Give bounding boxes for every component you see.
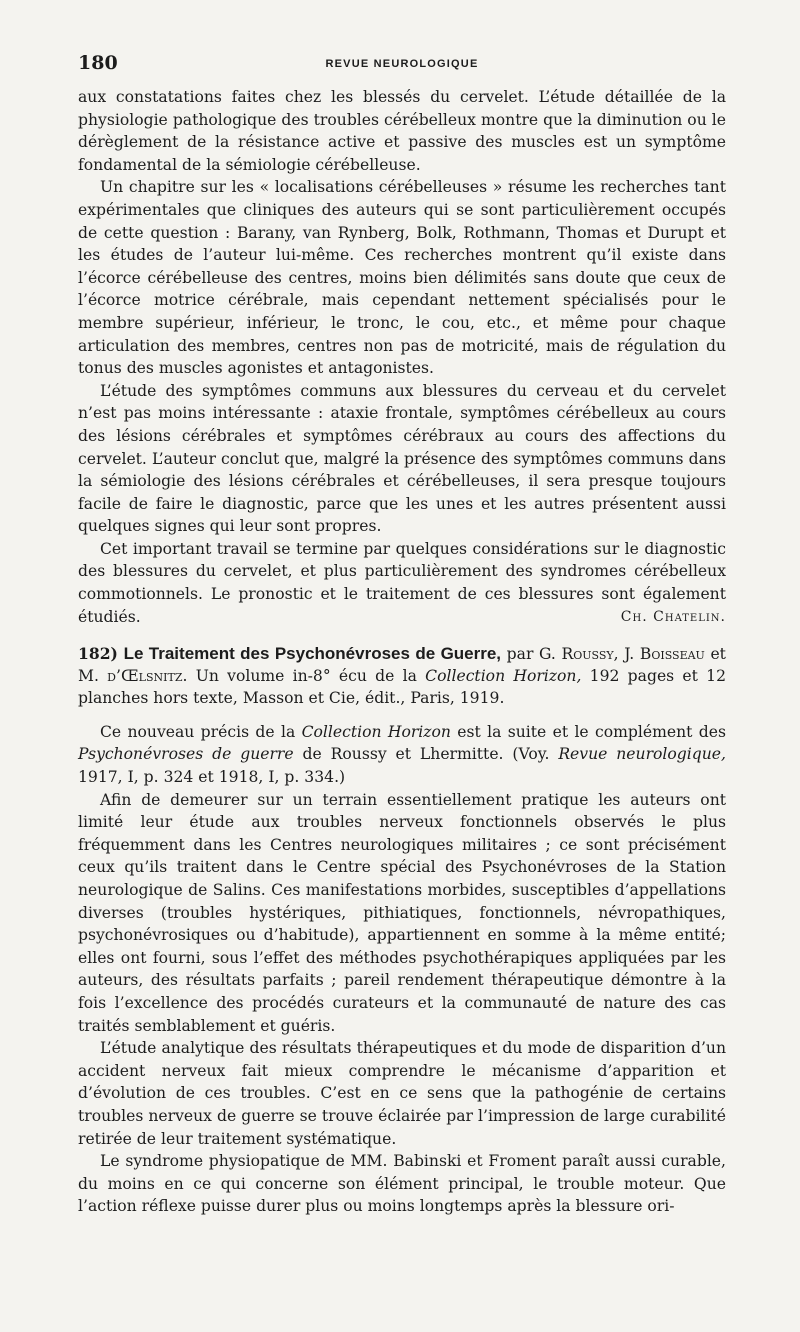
author: M. d’Œlsnitz. <box>78 666 188 685</box>
book-title: Le Traitement des Psychonévroses de Guerre, <box>123 643 502 663</box>
page-header <box>78 52 726 86</box>
paragraph: Un chapitre sur les « localisations cérébelleuses » résume les recherches tant expérimentales que cliniques des auteurs qui se sont particulièrement occupés de cette question : Barany, van Rynberg, Bolk, Rothmann, Thomas et Durupt et les études de l’auteur lui-même. Ces recherches montrent qu’il existe dans l’écorce cérébelleuse des centres, moins bien délimités sans doute que ceux de l’écorce motrice cérébrale, mais cependant nettement spécialisés pour le membre supérieur, inférieur, le tronc, le cou, etc., et même pour chaque articulation des membres, centres non pas de motricité, mais de régulation du tonus des muscles agonistes et antagonistes. <box>78 178 726 378</box>
collection-name: Collection Horizon, <box>425 666 582 685</box>
running-title: REVUE NEUROLOGIQUE <box>325 58 479 70</box>
paragraph: Ce nouveau précis de la Collection Horizon est la suite et le complément des Psychonévroses de guerre de Roussy et Lhermitte. (Voy. Revue neurologique, 1917, I, p. 324 et 1918, I, p. 334.) <box>78 722 726 787</box>
reviewer-signature: Ch. Chatelin. <box>620 609 726 626</box>
and-word: et <box>710 644 726 663</box>
by-word: par <box>506 644 534 663</box>
review-181-continued <box>78 86 726 629</box>
volume-info: Un volume in-8° écu de la <box>195 666 417 685</box>
author: J. Boisseau <box>624 644 705 663</box>
paragraph: Afin de demeurer sur un terrain essentiellement pratique les auteurs ont limité leur étude aux troubles nerveux fonctionnels observés le plus fréquemment dans les Centres neurologiques militaires ; ce sont précisément ceux qu’ils traitent dans le Centre spécial des Psychonévroses de la Station neurologique de Salins. Ces manifestations morbides, susceptibles d’appellations diverses (troubles hystériques, pithiatiques, fonctionnels, névropathiques, psychonévrosiques ou d’habitude), appartiennent en somme à la même entité; elles ont fourni, sous l’effet des méthodes psychothérapiques appliquées par les auteurs, des résultats parfaits ; pareil rendement thérapeutique démontre à la fois l’excellence des procédés curateurs et la communauté de nature des cas traités semblablement et guéris. <box>78 790 726 1035</box>
author: G. Roussy, <box>539 644 619 663</box>
paragraph: aux constatations faites chez les blessés du cervelet. L’étude détaillée de la physiologie pathologique des troubles cérébelleux montre que la diminution ou le dérèglement de la résistance active et passive des muscles est un symptôme fondamental de la sémiologie cérébelleuse. <box>78 88 726 174</box>
publication-details: 192 pages et 12 planches hors texte, Masson et Cie, édit., Paris, 1919. <box>78 666 727 707</box>
paragraph: Le syndrome physiopatique de MM. Babinski et Froment paraît aussi curable, du moins en ce qui concerne son élément principal, le trouble moteur. Que l’action réflexe puisse durer plus ou moins longtemps après la blessure ori- <box>78 1152 726 1216</box>
review-entry-heading <box>78 643 726 709</box>
paragraph: Cet important travail se termine par quelques considérations sur le diagnostic des blessures du cervelet, et plus particulièrement des syndromes cérébelleux commotionnels. Le pronostic et le traitement de ces blessures sont également étudiés. <box>78 539 726 626</box>
paragraph: L’étude des symptômes communs aux blessures du cerveau et du cervelet n’est pas moins intéressante : ataxie frontale, symptômes cérébelleux au cours des lésions cérébrales et symptômes cérébraux au cours des affections du cervelet. L’auteur conclut que, malgré la présence des symptômes communs dans la sémiologie des lésions cérébrales et cérébelleuses, il sera presque toujours facile de faire le diagnostic, parce que les unes et les autres présentent aussi quelques signes qui leur sont propres. <box>78 381 726 536</box>
entry-number: 182) <box>78 643 118 663</box>
review-182-body <box>78 721 726 1218</box>
paragraph: L’étude analytique des résultats thérapeutiques et du mode de disparition d’un accident nerveux fait mieux comprendre le mécanisme d’apparition et d’évolution de ces troubles. C’est en ce sens que la pathogénie de certains troubles nerveux de guerre se trouve éclairée par l’impression de large curabilité retirée de leur traitement systématique. <box>78 1039 726 1148</box>
page-number: 180 <box>78 52 118 74</box>
